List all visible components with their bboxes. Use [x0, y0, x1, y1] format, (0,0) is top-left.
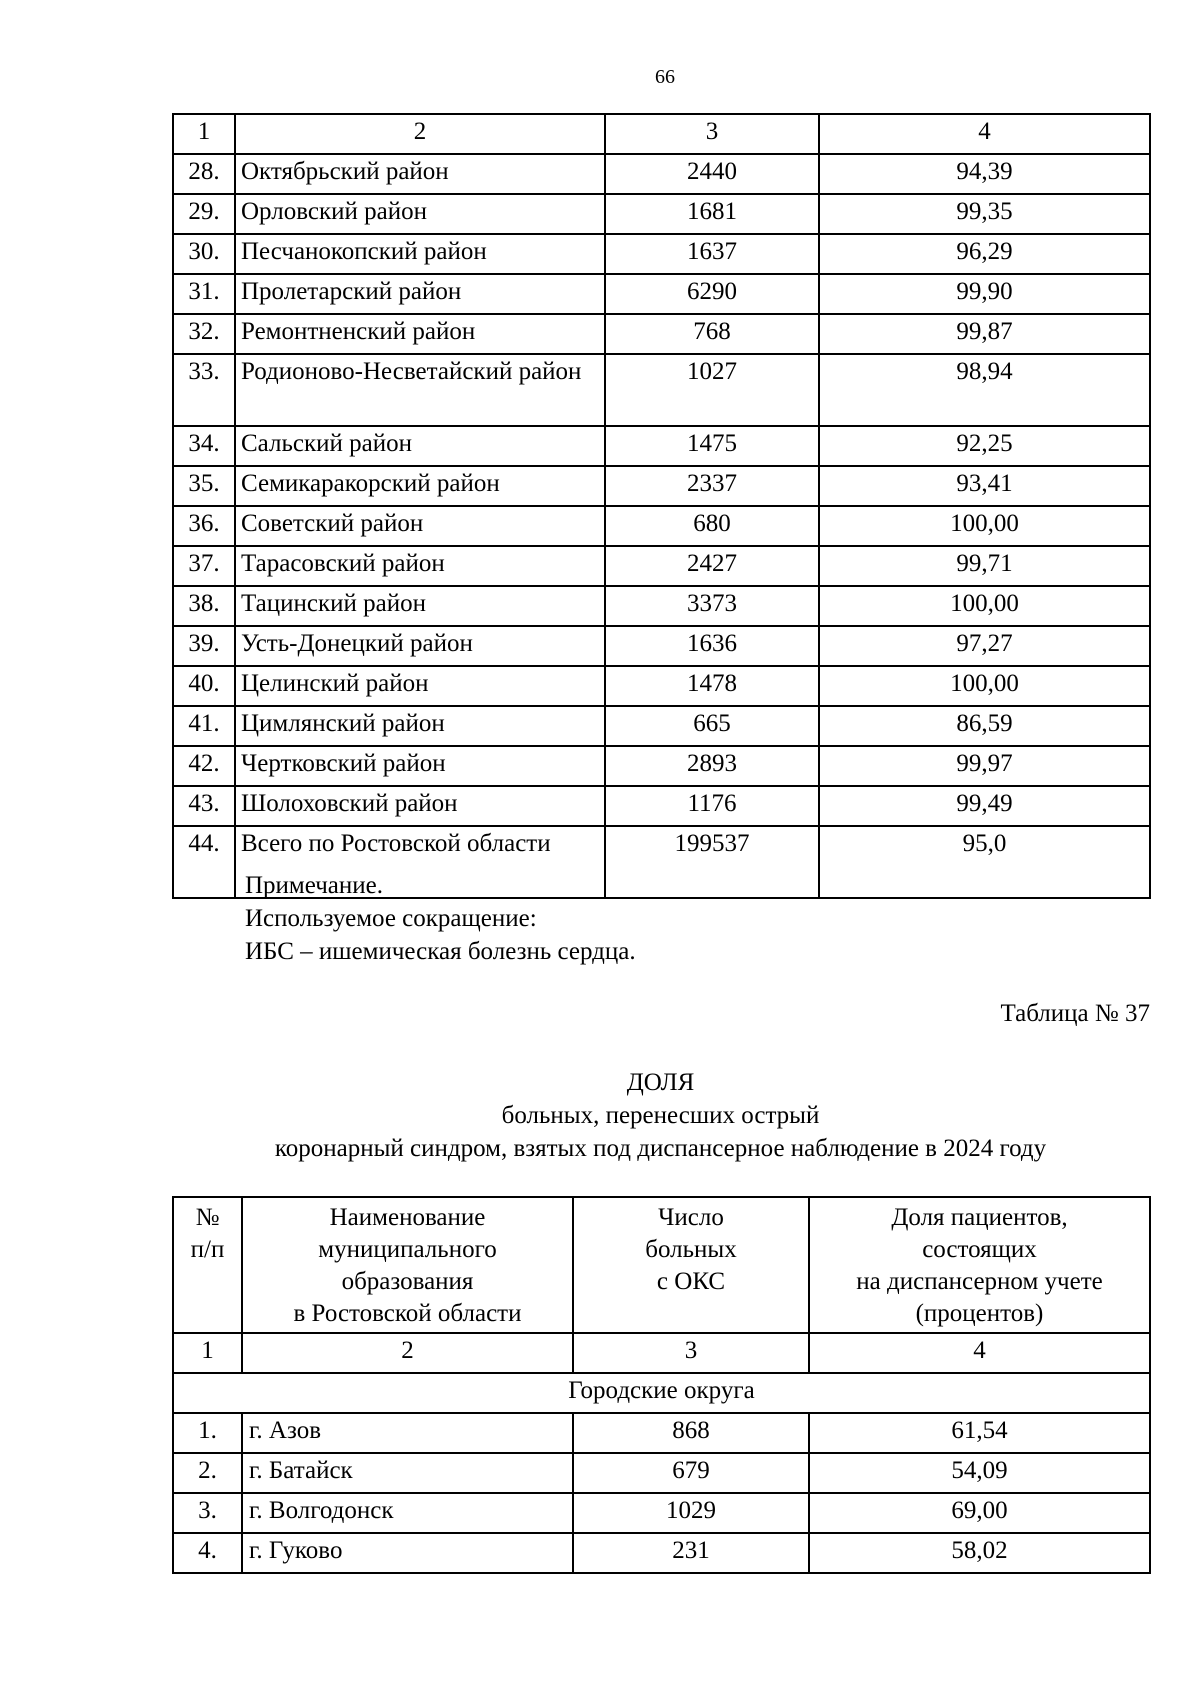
row-number: 39. [173, 626, 235, 666]
municipality-name: Ремонтненский район [235, 314, 605, 354]
table-title [172, 1066, 1149, 1165]
row-number: 38. [173, 586, 235, 626]
table-row [173, 154, 1150, 194]
patients-count: 1681 [605, 194, 819, 234]
patients-count: 6290 [605, 274, 819, 314]
patients-share: 99,87 [819, 314, 1150, 354]
patients-count: 2440 [605, 154, 819, 194]
row-number: 3. [173, 1493, 242, 1533]
municipality-name: Усть-Донецкий район [235, 626, 605, 666]
patients-share: 99,71 [819, 546, 1150, 586]
row-number: 35. [173, 466, 235, 506]
patients-count: 3373 [605, 586, 819, 626]
patients-share: 98,94 [819, 354, 1150, 426]
table-row [173, 546, 1150, 586]
patients-share: 93,41 [819, 466, 1150, 506]
column-number: 3 [573, 1333, 809, 1373]
row-number: 29. [173, 194, 235, 234]
municipality-name: Сальский район [235, 426, 605, 466]
patients-share: 100,00 [819, 506, 1150, 546]
patients-count: 199537 [605, 826, 819, 898]
table-label: Таблица № 37 [1000, 1000, 1150, 1027]
column-number-row [173, 1333, 1150, 1373]
patients-share: 61,54 [809, 1413, 1150, 1453]
patients-count: 665 [605, 706, 819, 746]
column-number: 4 [809, 1333, 1150, 1373]
municipality-name: Всего по Ростовской области [235, 826, 605, 898]
row-number: 1. [173, 1413, 242, 1453]
column-number: 3 [605, 114, 819, 154]
row-number: 36. [173, 506, 235, 546]
table-37 [172, 1196, 1151, 1574]
municipality-name: Шолоховский район [235, 786, 605, 826]
header-patients-count: Число больных с ОКС [573, 1197, 809, 1333]
table-row [173, 426, 1150, 466]
table-row [173, 506, 1150, 546]
title-line: ДОЛЯ [626, 1069, 695, 1096]
note-abbreviation: ИБС – ишемическая болезнь сердца. [245, 938, 636, 965]
row-number: 32. [173, 314, 235, 354]
row-number: 44. [173, 826, 235, 898]
table-row [173, 1413, 1150, 1453]
row-number: 28. [173, 154, 235, 194]
section-row [173, 1373, 1150, 1413]
row-number: 30. [173, 234, 235, 274]
patients-count: 2427 [605, 546, 819, 586]
municipality-name: Родионово-Несветайский район [235, 354, 605, 426]
table-row [173, 354, 1150, 426]
municipality-name: Пролетарский район [235, 274, 605, 314]
municipality-name: г. Азов [242, 1413, 573, 1453]
patients-count: 1475 [605, 426, 819, 466]
patients-count: 1636 [605, 626, 819, 666]
patients-count: 1637 [605, 234, 819, 274]
table-row [173, 314, 1150, 354]
section-title: Городские округа [173, 1373, 1150, 1413]
patients-count: 1029 [573, 1493, 809, 1533]
table-row [173, 1533, 1150, 1573]
municipality-name: Цимлянский район [235, 706, 605, 746]
title-line: больных, перенесших острый [501, 1102, 820, 1129]
municipality-name: Советский район [235, 506, 605, 546]
column-number: 1 [173, 114, 235, 154]
row-number: 31. [173, 274, 235, 314]
table-row [173, 586, 1150, 626]
row-number: 40. [173, 666, 235, 706]
patients-count: 868 [573, 1413, 809, 1453]
municipality-name: г. Гуково [242, 1533, 573, 1573]
patients-share: 100,00 [819, 666, 1150, 706]
header-number: № п/п [173, 1197, 242, 1333]
row-number: 43. [173, 786, 235, 826]
patients-count: 2893 [605, 746, 819, 786]
column-number: 1 [173, 1333, 242, 1373]
patients-share: 58,02 [809, 1533, 1150, 1573]
header-row [173, 1197, 1150, 1333]
row-number: 34. [173, 426, 235, 466]
patients-count: 768 [605, 314, 819, 354]
table-row [173, 466, 1150, 506]
table-row [173, 194, 1150, 234]
municipality-name: Тарасовский район [235, 546, 605, 586]
patients-share: 96,29 [819, 234, 1150, 274]
table-row [173, 234, 1150, 274]
patients-share: 97,27 [819, 626, 1150, 666]
table-row [173, 786, 1150, 826]
patients-share: 99,35 [819, 194, 1150, 234]
municipality-name: Песчанокопский район [235, 234, 605, 274]
table-row [173, 746, 1150, 786]
row-number: 2. [173, 1453, 242, 1493]
patients-count: 1176 [605, 786, 819, 826]
row-number: 42. [173, 746, 235, 786]
table-row [173, 1493, 1150, 1533]
title-line: коронарный синдром, взятых под диспансерное наблюдение в 2024 году [274, 1135, 1047, 1162]
patients-share: 99,49 [819, 786, 1150, 826]
table-row [173, 274, 1150, 314]
municipality-name: г. Батайск [242, 1453, 573, 1493]
page-number: 66 [655, 66, 675, 88]
patients-count: 1478 [605, 666, 819, 706]
municipality-name: Целинский район [235, 666, 605, 706]
note-title: Примечание. [245, 872, 384, 899]
row-number: 4. [173, 1533, 242, 1573]
table-continuation [172, 113, 1151, 899]
column-number: 2 [242, 1333, 573, 1373]
patients-share: 69,00 [809, 1493, 1150, 1533]
patients-share: 100,00 [819, 586, 1150, 626]
municipality-name: Семикаракорский район [235, 466, 605, 506]
table-row [173, 666, 1150, 706]
municipality-name: г. Волгодонск [242, 1493, 573, 1533]
municipality-name: Октябрьский район [235, 154, 605, 194]
column-number-row [173, 114, 1150, 154]
column-number: 4 [819, 114, 1150, 154]
note-abbreviation-label: Используемое сокращение: [245, 905, 537, 932]
patients-count: 2337 [605, 466, 819, 506]
header-municipality: Наименование муниципального образования в Ростовской области [242, 1197, 573, 1333]
patients-count: 1027 [605, 354, 819, 426]
patients-share: 94,39 [819, 154, 1150, 194]
municipality-name: Тацинский район [235, 586, 605, 626]
patients-share: 99,90 [819, 274, 1150, 314]
patients-share: 86,59 [819, 706, 1150, 746]
column-number: 2 [235, 114, 605, 154]
municipality-name: Орловский район [235, 194, 605, 234]
patients-share: 54,09 [809, 1453, 1150, 1493]
row-number: 41. [173, 706, 235, 746]
header-patients-share: Доля пациентов, состоящих на диспансерном учете (процентов) [809, 1197, 1150, 1333]
patients-share: 99,97 [819, 746, 1150, 786]
row-number: 37. [173, 546, 235, 586]
patients-count: 679 [573, 1453, 809, 1493]
patients-share: 95,0 [819, 826, 1150, 898]
table-row [173, 626, 1150, 666]
row-number: 33. [173, 354, 235, 426]
note [245, 869, 636, 968]
patients-count: 680 [605, 506, 819, 546]
municipality-name: Чертковский район [235, 746, 605, 786]
patients-share: 92,25 [819, 426, 1150, 466]
table-row [173, 706, 1150, 746]
patients-count: 231 [573, 1533, 809, 1573]
table-row [173, 1453, 1150, 1493]
